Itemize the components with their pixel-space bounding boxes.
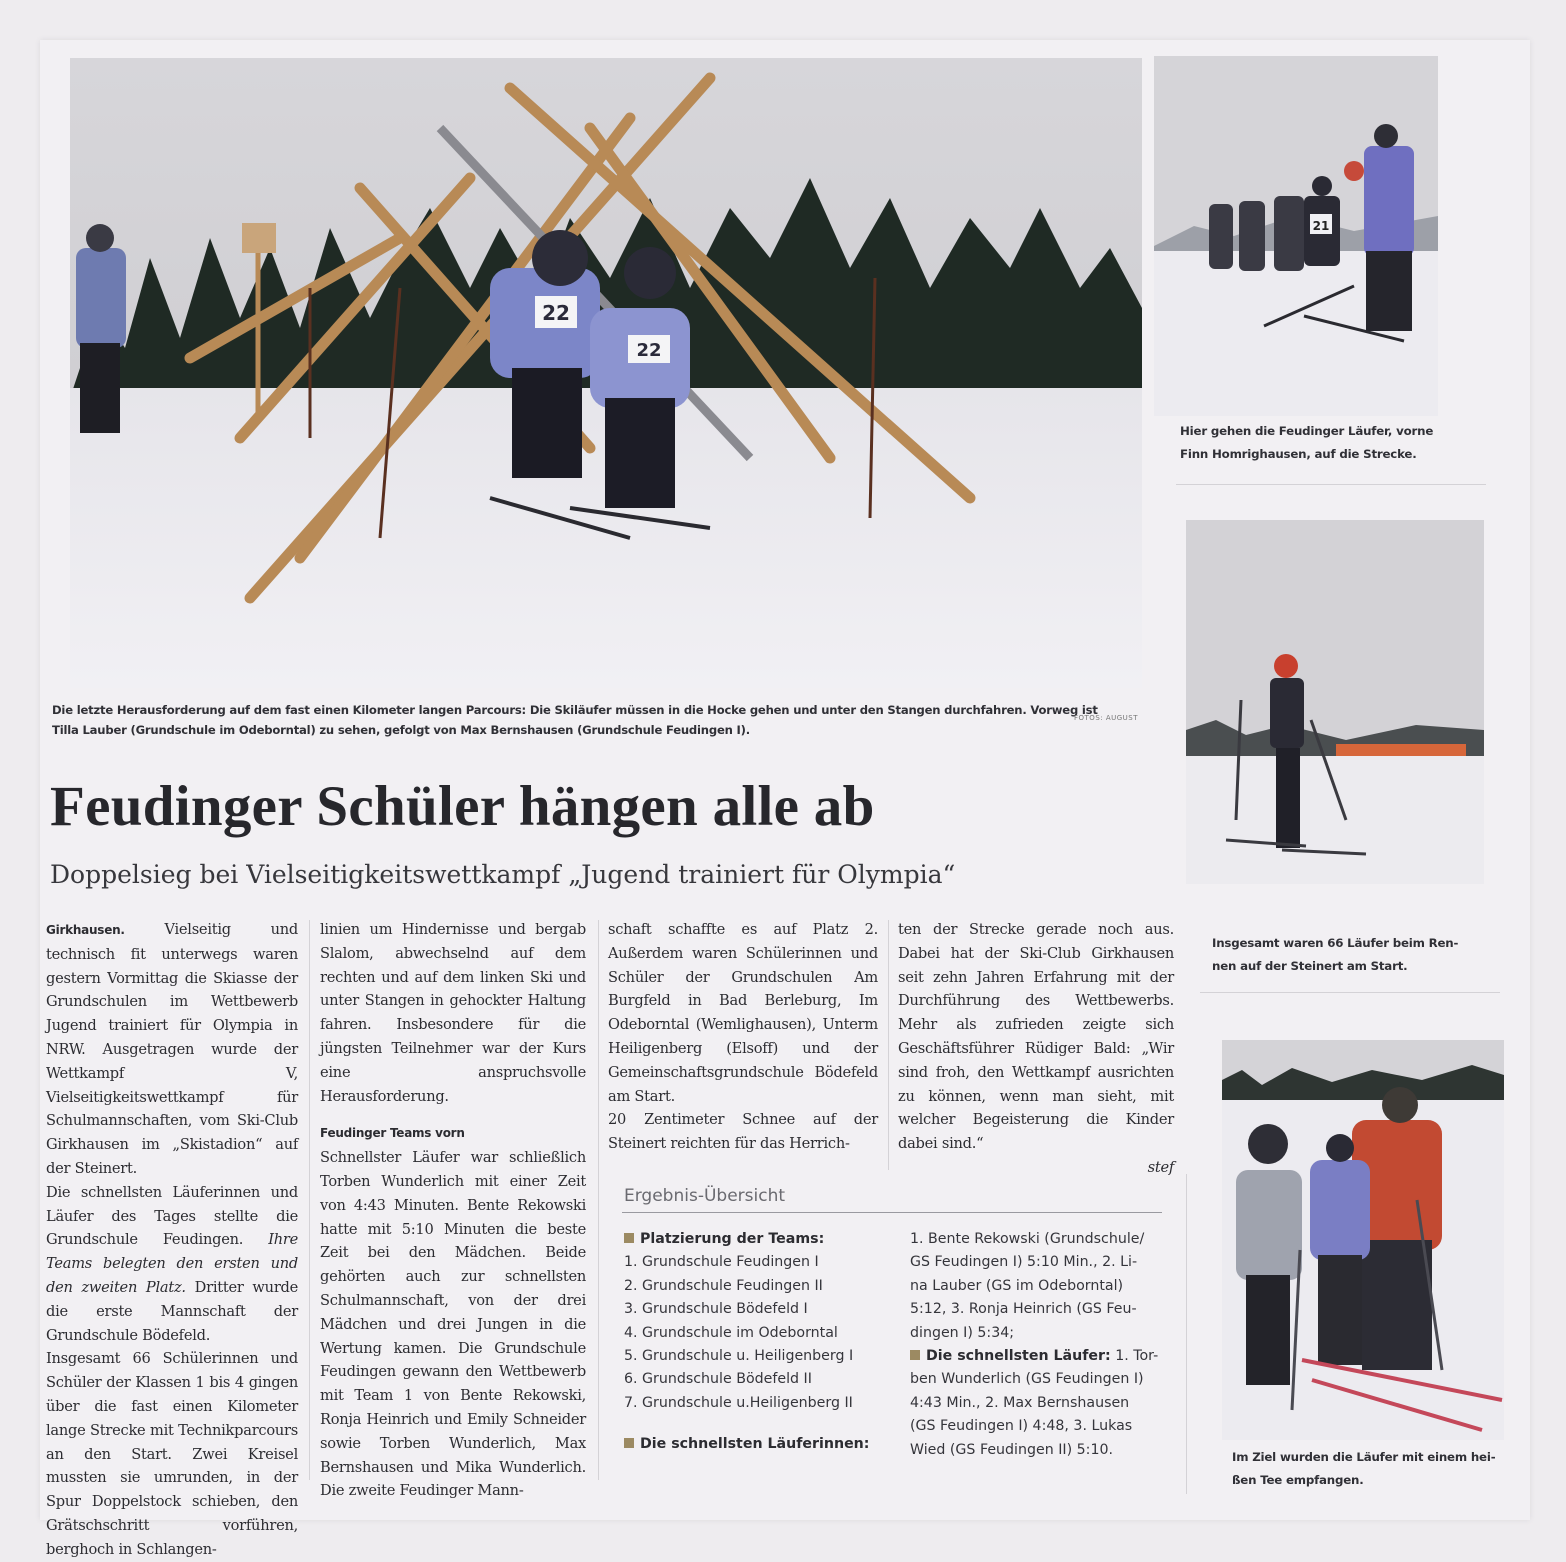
col1-p1-text: Vielseitig und technisch fit unterwegs waren gestern Vormittag die Skiasse der Grundschulen im Wettbewerb Jugend trainiert für Olympia in NRW. Ausgetragen wurde der Wettkampf V, Vielseitigkeitswettkampf für Schulmannschaften, vom Ski-Club Girkhausen im „Skistadion“ auf der Steinert. <box>46 921 298 1177</box>
col1-p2c-text: Dritter wurde die erste Mannschaft der Grundschule Bödefeld. <box>46 1278 299 1344</box>
main-caption-line-2: Tilla Lauber (Grundschule im Odeborntal) zu sehen, gefolgt von Max Bernshausen (Grundschule Feudingen I). <box>52 723 750 737</box>
side-caption-2-line-2: nen auf der Steinert am Start. <box>1212 959 1408 973</box>
team-row: 5. Grundschule u. Heiligenberg I <box>624 1348 854 1365</box>
team-row: 1. Grundschule Feudingen I <box>624 1254 819 1271</box>
results-right-column <box>910 1228 1172 1462</box>
team-row: 4. Grundschule im Odeborntal <box>624 1324 838 1341</box>
girls-result-line: dingen I) 5:34; <box>910 1324 1015 1341</box>
bullet-square-icon <box>910 1350 920 1360</box>
team-row: 3. Grundschule Bödefeld I <box>624 1301 808 1318</box>
col2-paragraph-2: Schnellster Läufer war schließlich Torben Wunderlich mit einer Zeit von 4:43 Minuten. Bente Rekowski hatte mit 5:10 Minuten die beste Zeit bei den Mädchen. Beide gehörten auch zur schnellsten Schulmannschaft, von der drei Mädchen und drei Jungen in die Wertung kamen. Die Grundschule Feudingen gewann den Wettbewerb mit Team 1 von Bente Rekowski, Ronja Heinrich und Emily Schneider sowie Torben Wunderlich, Max Bernshausen und Mika Wunderlich. Die zweite Feudinger Mann- <box>320 1149 586 1500</box>
col1-paragraph-2 <box>46 1181 298 1348</box>
side-caption-3-line-1: Im Ziel wurden die Läufer mit einem hei- <box>1232 1450 1496 1464</box>
col3-paragraph-2: 20 Zentimeter Schnee auf der Steinert reichten für das Herrich- <box>608 1111 878 1153</box>
side-section-divider <box>1176 484 1486 485</box>
girls-result-line: 1. Bente Rekowski (Grundschule/ <box>910 1231 1145 1247</box>
column-divider <box>598 920 599 1480</box>
team-row: 6. Grundschule Bödefeld II <box>624 1371 812 1388</box>
bullet-square-icon <box>624 1438 634 1448</box>
team-row: 2. Grundschule Feudingen II <box>624 1277 823 1294</box>
author-sign: stef <box>1147 1158 1174 1176</box>
column-divider <box>309 920 310 1480</box>
column-divider <box>888 920 889 1170</box>
girls-result-line: na Lauber (GS im Odeborntal) <box>910 1277 1124 1294</box>
bib-back-number: 22 <box>636 340 662 361</box>
dateline: Girkhausen. <box>46 923 125 937</box>
main-photo-caption <box>52 700 1162 740</box>
col3-paragraph-1: schaft schaffte es auf Platz 2. Außerdem waren Schülerinnen und Schüler der Grundschulen Am Burgfeld in Bad Berleburg, Im Odeborntal (Wemlighausen), Unterm Heiligenberg (Elsoff) und der Gemeinschaftsgrundschule Bödefeld am Start. <box>608 921 878 1105</box>
side-photo-runner <box>1186 520 1484 884</box>
results-title: Ergebnis-Übersicht <box>624 1186 786 1206</box>
girls-heading: Die schnellsten Läuferinnen: <box>624 1433 904 1456</box>
col1-p2a-text: Die schnellsten Läuferinnen und Läufer des Tages stellte die Grundschule Feudingen. <box>46 1183 298 1249</box>
col2-paragraph-1: linien um Hindernisse und bergab Slalom, abwechselnd auf dem rechten und auf dem linken Ski und unter Stangen in gehockter Haltung fahren. Insbesondere für die jüngsten Teilnehmer war der Kurs eine anspruchsvolle Herausforderung. <box>320 921 586 1105</box>
main-photo-ski-parcours <box>70 58 1142 688</box>
boys-result-line: ben Wunderlich (GS Feudingen I) <box>910 1371 1144 1388</box>
boys-heading: Die schnellsten Läufer: <box>926 1348 1111 1365</box>
results-box <box>614 1182 1172 1482</box>
subhead: Doppelsieg bei Vielseitigkeitswettkampf „Jugend trainiert für Olympia“ <box>50 860 956 889</box>
col2-subtitle: Feudinger Teams vorn <box>320 1126 465 1141</box>
side-caption-2-line-1: Insgesamt waren 66 Läufer beim Ren- <box>1212 936 1459 950</box>
side-caption-3-line-2: ßen Tee empfangen. <box>1232 1473 1364 1487</box>
boys-result-line: (GS Feudingen I) 4:48, 3. Lukas <box>910 1418 1133 1435</box>
article-column-4 <box>898 918 1174 1180</box>
teams-heading: Platzierung der Teams: <box>624 1228 904 1251</box>
side-caption-2 <box>1212 932 1492 978</box>
article-column-1 <box>46 918 298 1562</box>
side-caption-1 <box>1180 420 1470 466</box>
col4-paragraph-1: ten der Strecke gerade noch aus. Dabei hat der Ski-Club Girkhausen seit zehn Jahren Erfahrung mit der Durchführung des Wettbewerbs. Mehr als zufrieden zeigte sich Geschäftsführer Rüdiger Bald: „Wir sind froh, den Wettkampf ausrichten zu können, wenn man sieht, mit welcher Begeisterung die Kinder dabei sind.“ <box>898 921 1174 1153</box>
boys-result-line: 4:43 Min., 2. Max Bernshausen <box>910 1394 1130 1411</box>
col1-p2b-text: Ihre Teams belegten den ersten und den zweiten Platz. <box>46 1231 299 1296</box>
boys-result-line: Wied (GS Feudingen II) 5:10. <box>910 1441 1114 1458</box>
photo-credit: FOTOS: AUGUST <box>1074 714 1139 722</box>
col1-paragraph-1 <box>46 918 298 1181</box>
main-caption-line-1: Die letzte Herausforderung auf dem fast einen Kilometer langen Parcours: Die Skiläufer müssen in die Hocke gehen und unter den Stangen durchfahren. Vorweg ist <box>52 703 1098 717</box>
results-title-rule <box>622 1212 1162 1213</box>
side-caption-1-line-1: Hier gehen die Feudinger Läufer, vorne <box>1180 424 1434 438</box>
bullet-square-icon <box>624 1233 634 1243</box>
team-row: 7. Grundschule u.Heiligenberg II <box>624 1394 853 1411</box>
girls-result-line: GS Feudingen I) 5:10 Min., 2. Li- <box>910 1254 1138 1271</box>
side-photo-finish-tea <box>1222 1040 1504 1440</box>
bib-front-number: 22 <box>542 301 570 325</box>
side-column-divider <box>1186 1174 1187 1494</box>
side-caption-3 <box>1232 1446 1522 1492</box>
headline: Feudinger Schüler hängen alle ab <box>50 775 875 838</box>
article-column-2 <box>320 918 586 1503</box>
side-section-divider <box>1200 992 1500 993</box>
boys-first-fragment: 1. Tor- <box>1115 1348 1159 1365</box>
col1-paragraph-3: Insgesamt 66 Schülerinnen und Schüler der Klassen 1 bis 4 gingen über die fast einen Kilometer lange Strecke mit Technikparcours an den Start. Zwei Kreisel mussten sie umrunden, in der Spur Doppelstock schieben, den Grätschschritt vorführen, berghoch in Schlangen- <box>46 1350 298 1558</box>
side-bib-number: 21 <box>1312 219 1330 233</box>
results-left-column <box>624 1228 904 1457</box>
girls-result-line: 5:12, 3. Ronja Heinrich (GS Feu- <box>910 1301 1137 1318</box>
article-column-3 <box>608 918 878 1156</box>
side-photo-start <box>1154 56 1438 416</box>
side-caption-1-line-2: Finn Homrighausen, auf die Strecke. <box>1180 447 1417 461</box>
boys-heading-line <box>910 1345 1172 1368</box>
